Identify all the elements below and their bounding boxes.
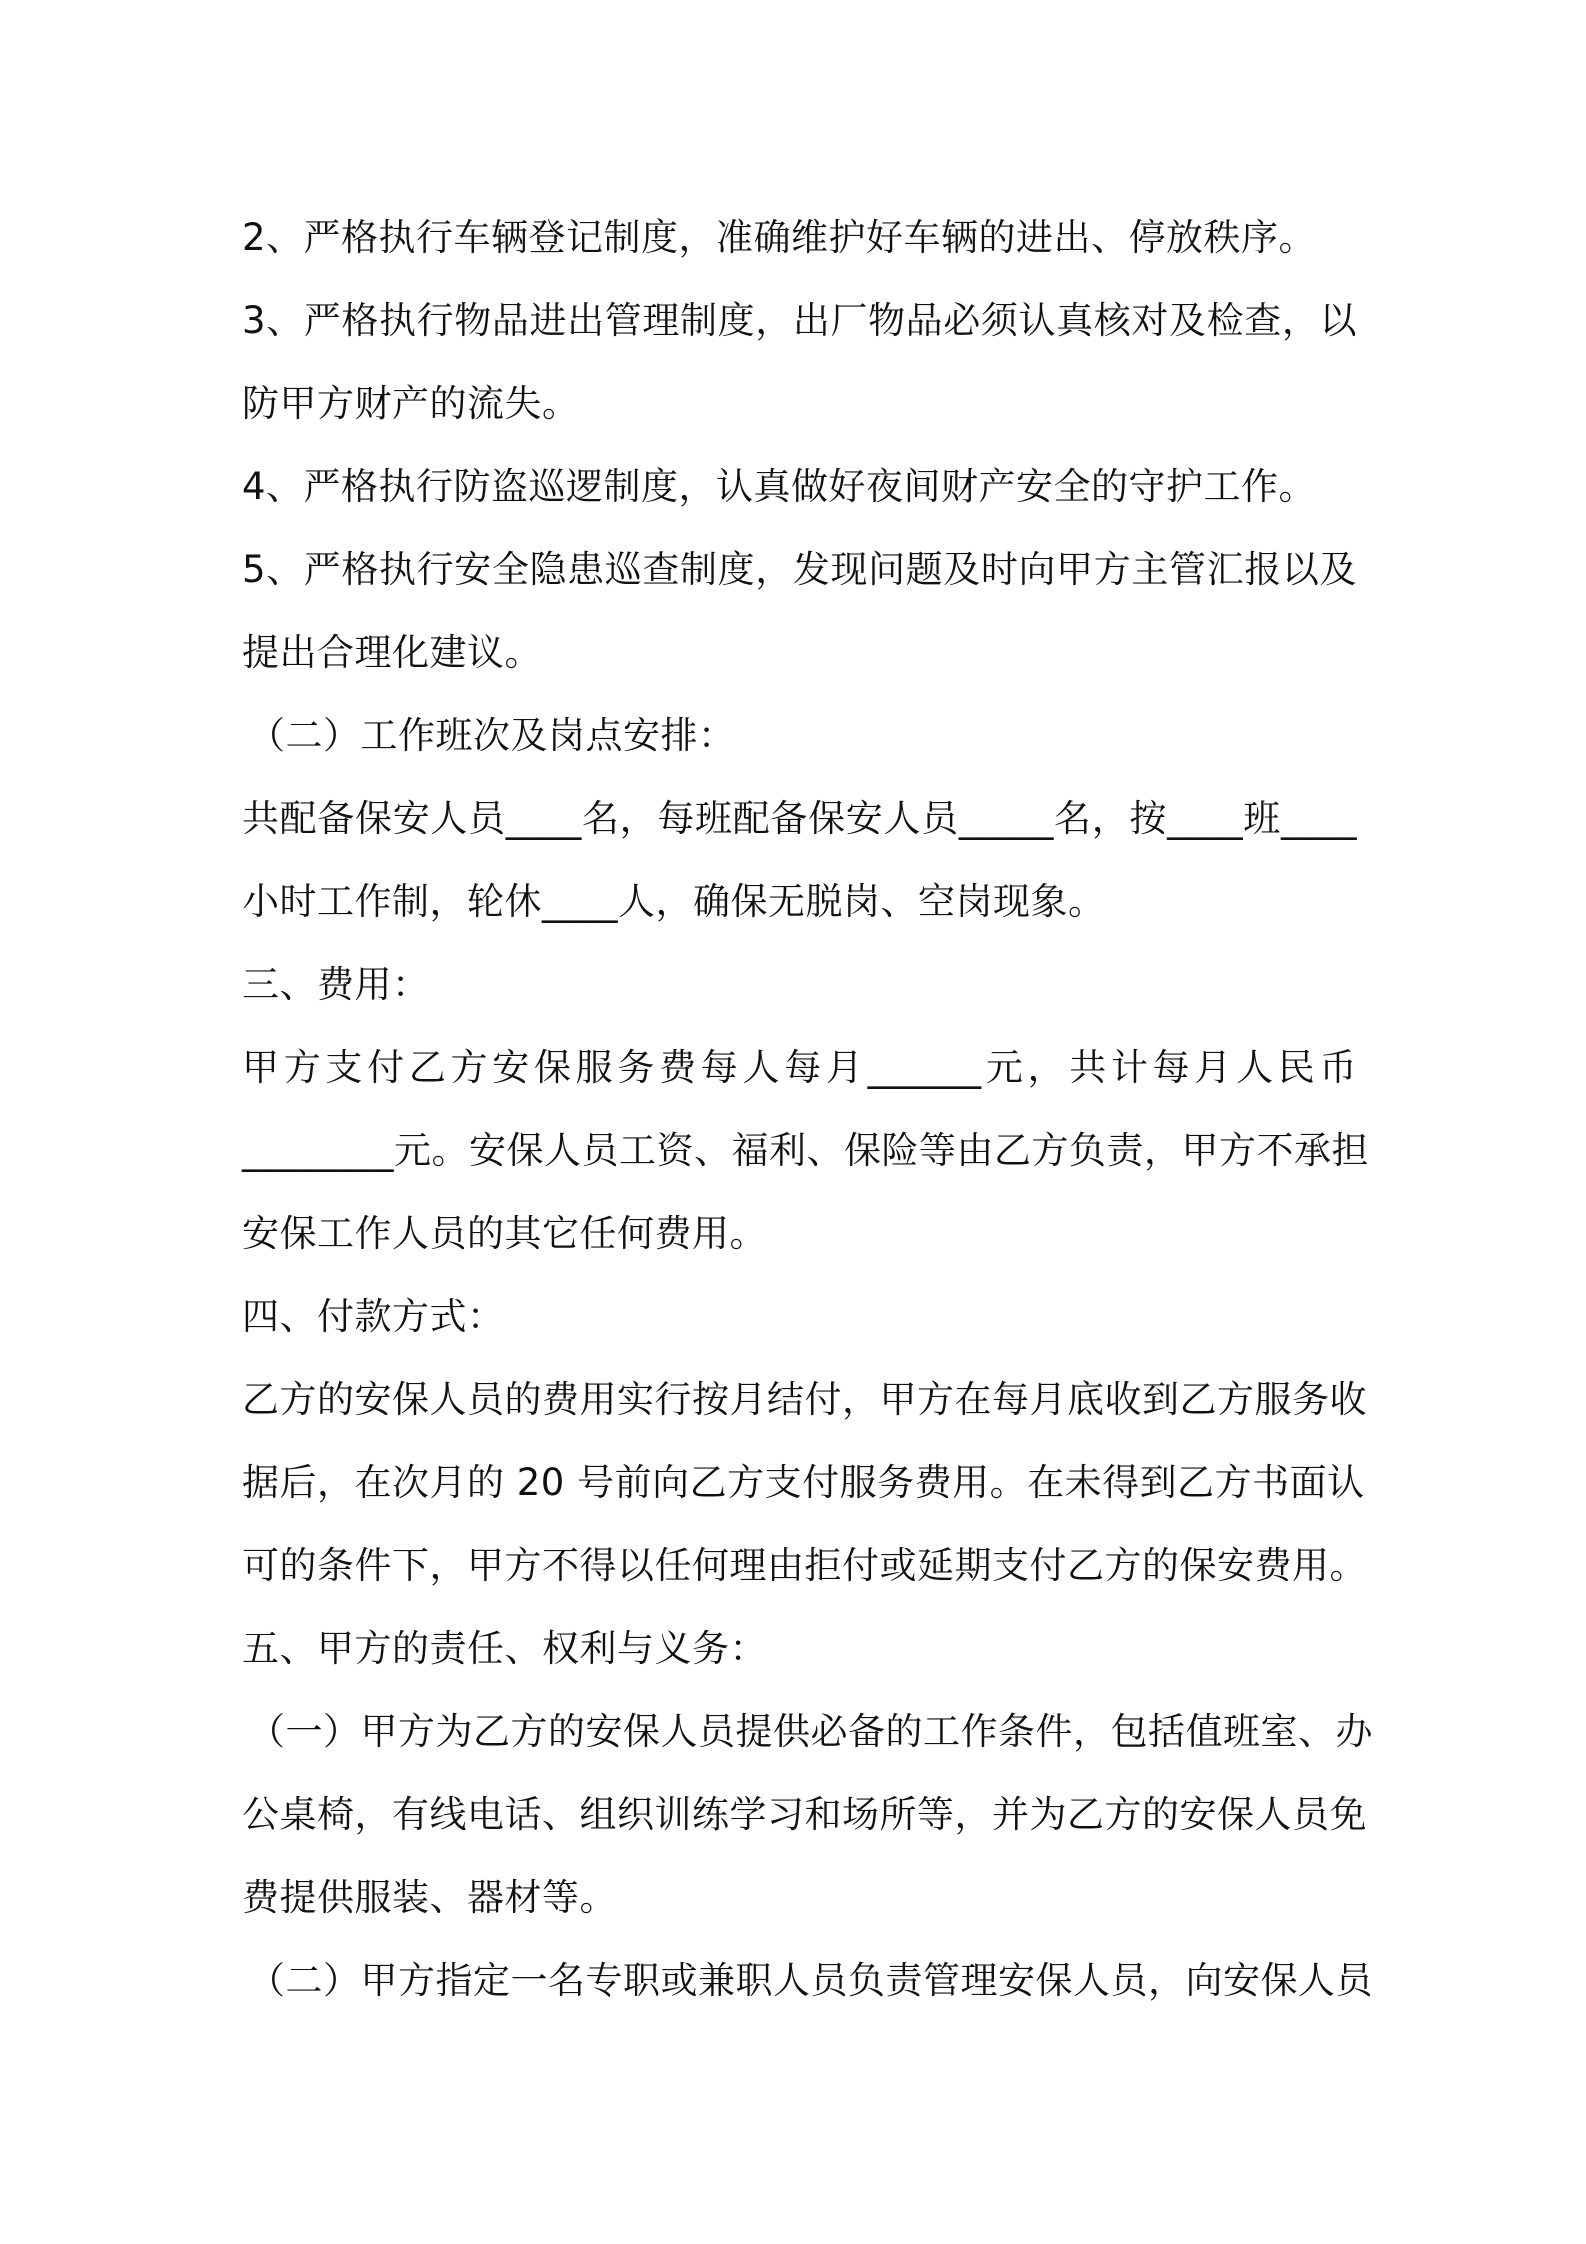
paragraph-line: 公桌椅，有线电话、组织训练学习和场所等，并为乙方的安保人员免 [242,1793,1367,1836]
paragraph-line: 费提供服装、器材等。 [242,1876,617,1919]
paragraph-line: 小时工作制，轮休____人，确保无脱岗、空岗现象。 [242,880,1106,923]
section-heading: 五、甲方的责任、权利与义务： [242,1627,767,1670]
paragraph-line: 可的条件下，甲方不得以任何理由拒付或延期支付乙方的保安费用。 [242,1544,1367,1587]
subsection-heading: （二）工作班次及岗点安排： [248,714,736,757]
paragraph-line: 安保工作人员的其它任何费用。 [242,1212,767,1255]
paragraph-line: 提出合理化建议。 [242,631,542,674]
paragraph-line: 乙方的安保人员的费用实行按月结付，甲方在每月底收到乙方服务收 [242,1378,1367,1421]
paragraph-line: 据后，在次月的 20 号前向乙方支付服务费用。在未得到乙方书面认 [242,1461,1365,1504]
paragraph-line: （一）甲方为乙方的安保人员提供必备的工作条件，包括值班室、办 [248,1710,1373,1753]
section-heading: 四、付款方式： [242,1295,505,1338]
paragraph-line: 防甲方财产的流失。 [242,382,580,425]
paragraph-line: 4、严格执行防盗巡逻制度，认真做好夜间财产安全的守护工作。 [242,465,1317,508]
paragraph-line: 3、严格执行物品进出管理制度，出厂物品必须认真核对及检查，以 [242,299,1357,342]
paragraph-line: 2、严格执行车辆登记制度，准确维护好车辆的进出、停放秩序。 [242,216,1317,259]
section-heading: 三、费用： [242,963,430,1006]
paragraph-line: 5、严格执行安全隐患巡查制度，发现问题及时向甲方主管汇报以及 [242,548,1357,591]
paragraph-line: ________元。安保人员工资、福利、保险等由乙方负责，甲方不承担 [242,1129,1369,1172]
paragraph-line: （二）甲方指定一名专职或兼职人员负责管理安保人员，向安保人员 [248,1959,1373,2002]
document-body [242,196,1373,2022]
paragraph-line: 共配备保安人员____名，每班配备保安人员_____名，按____班____ [242,797,1357,840]
paragraph-line: 甲方支付乙方安保服务费每人每月______元，共计每月人民币 [242,1046,1357,1089]
